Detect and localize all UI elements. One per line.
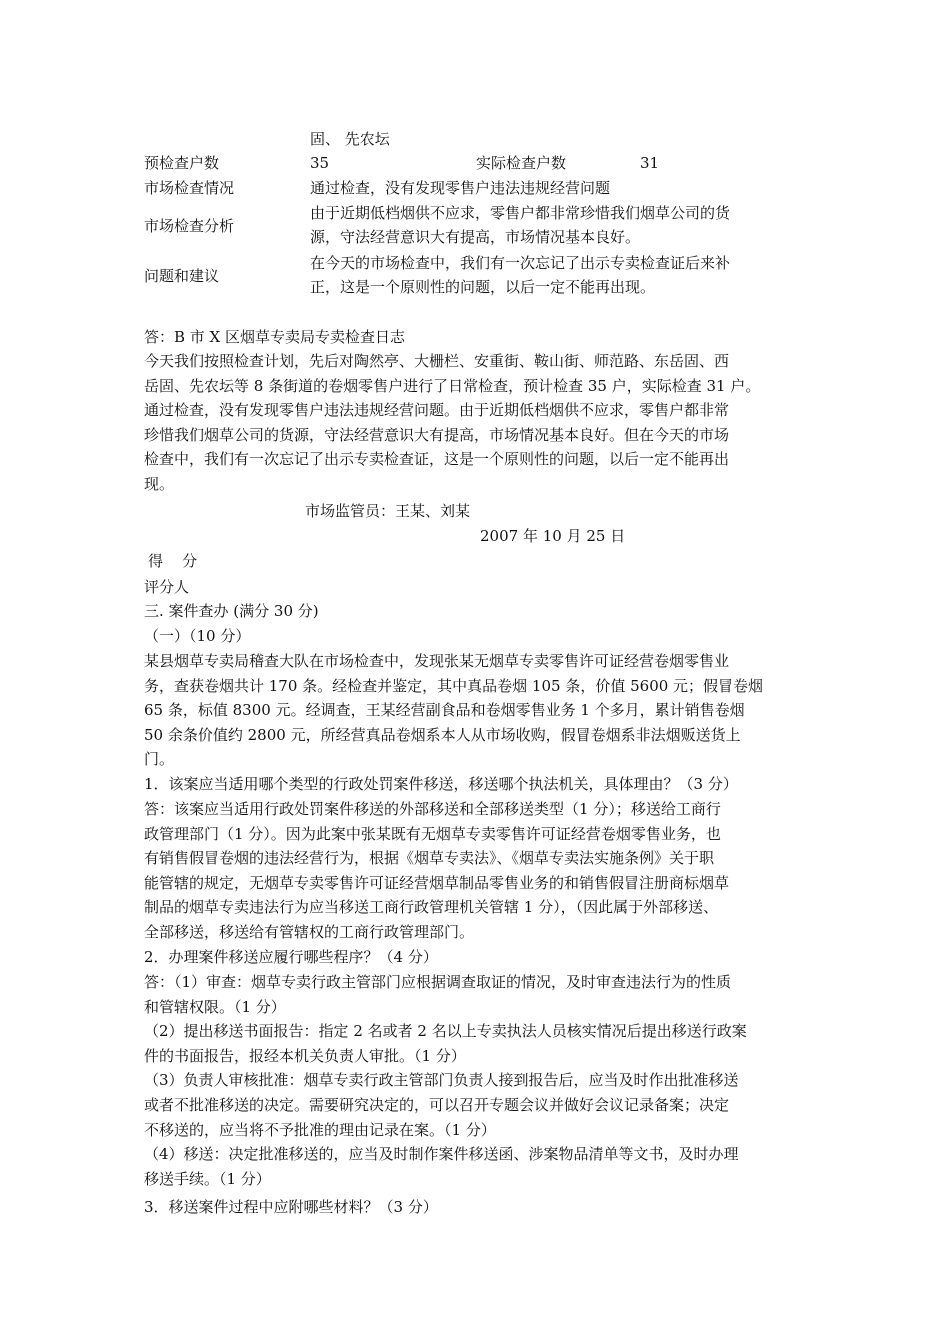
score-label: 得 分 <box>148 552 198 570</box>
case-line: 50 余条价值约 2800 元，所经营真品卷烟系本人从市场收购，假冒卷烟系非法烟贩送货上 <box>144 725 741 744</box>
grader-label: 评分人 <box>144 578 190 596</box>
answer-2-line: 移送手续。（1 分） <box>144 1169 271 1188</box>
answer-1 <box>144 797 814 945</box>
question-3: 3．移送案件过程中应附哪些材料？（3 分） <box>144 1198 438 1216</box>
case-line: 某县烟草专卖局稽查大队在市场检查中，发现张某无烟草专卖零售许可证经营卷烟零售业 <box>144 652 730 670</box>
actual-count-label: 实际检查户数 <box>476 154 567 172</box>
issues-label: 问题和建议 <box>144 267 220 285</box>
situation-label: 市场检查情况 <box>144 179 235 197</box>
actual-count-value: 31 <box>640 154 660 172</box>
answer-2-line: （4）移送：决定批准移送的，应当及时制作案件移送函、涉案物品清单等文书，及时办理 <box>144 1145 739 1164</box>
answer-1-line: 能管辖的规定，无烟草专卖零售许可证经营烟草制品零售业务的和销售假冒注册商标烟草 <box>144 873 730 892</box>
case-line: 65 条，标值 8300 元。经调查，王某经营副食品和卷烟零售业务 1 个多月，累计销售卷烟 <box>144 701 745 720</box>
issues-line-1: 在今天的市场检查中，我们有一次忘记了出示专卖检查证后来补 <box>310 254 731 272</box>
answer-line: 通过检查，没有发现零售户违法违规经营问题。由于近期低档烟供不应求，零售户都非常 <box>144 401 730 420</box>
answer-heading: 答：B 市 X 区烟草专卖局专卖检查日志 <box>144 328 406 346</box>
answer-2 <box>144 970 814 1191</box>
analysis-line-2: 源，守法经营意识大有提高，市场情况基本良好。 <box>310 228 641 246</box>
answer-2-line: 答：（1）审查：烟草专卖行政主管部门应根据调查取证的情况，及时审查违法行为的性质 <box>144 973 732 991</box>
analysis-line-1: 由于近期低档烟供不应求，零售户都非常珍惜我们烟草公司的货 <box>310 204 731 222</box>
answer-body <box>144 349 814 497</box>
log-date: 2007 年 10 月 25 日 <box>480 527 626 545</box>
section-title: 三. 案件查办 (满分 30 分) <box>144 602 319 620</box>
issues-line-2: 正，这是一个原则性的问题，以后一定不能再出现。 <box>310 278 656 296</box>
question-2: 2．办理案件移送应履行哪些程序？（4 分） <box>144 948 438 966</box>
planned-count-value: 35 <box>310 154 330 172</box>
answer-2-line: 或者不批准移送的决定。需要研究决定的，可以召开专题会议并做好会议记录备案；决定 <box>144 1095 730 1114</box>
analysis-label: 市场检查分析 <box>144 217 235 235</box>
answer-line: 岳固、先农坛等 8 条街道的卷烟零售户进行了日常检查，预计检查 35 户，实际检查 31 户。 <box>144 376 761 395</box>
answer-2-line: （3）负责人审核批准：烟草专卖行政主管部门负责人接到报告后，应当及时作出批准移送 <box>144 1071 739 1090</box>
answer-1-line: 制品的烟草专卖违法行为应当移送工商行政管理机关管辖 1 分），（因此属于外部移送、 <box>144 898 719 917</box>
answer-line: 珍惜我们烟草公司的货源，守法经营意识大有提高，市场情况基本良好。但在今天的市场 <box>144 425 730 444</box>
part-heading: （一）（10 分） <box>144 627 251 645</box>
answer-1-line: 有销售假冒卷烟的违法经营行为，根据《烟草专卖法》、《烟草专卖法实施条例》关于职 <box>144 849 715 868</box>
answer-line: 检查中，我们有一次忘记了出示专卖检查证，这是一个原则性的问题，以后一定不能再出 <box>144 450 730 469</box>
answer-1-line: 政管理部门（1 分）。因为此案中张某既有无烟草专卖零售许可证经营卷烟零售业务，也 <box>144 824 721 843</box>
question-1: 1．该案应当适用哪个类型的行政处罚案件移送，移送哪个执法机关，具体理由？（3 分） <box>144 775 738 793</box>
answer-line: 现。 <box>144 474 175 493</box>
case-line: 门。 <box>144 750 175 769</box>
answer-2-line: 不移送的，应当将不予批准的理由记录在案。（1 分） <box>144 1120 496 1139</box>
answer-line: 今天我们按照检查计划，先后对陶然亭、大栅栏、安重街、鞍山街、师范路、东岳固、西 <box>144 352 730 370</box>
answer-2-line: （2）提出移送书面报告：指定 2 名或者 2 名以上专卖执法人员核实情况后提出移送行政案 <box>144 1022 747 1041</box>
case-description <box>144 649 814 772</box>
answer-1-line: 答：该案应当适用行政处罚案件移送的外部移送和全部移送类型（1 分）；移送给工商行 <box>144 800 721 818</box>
table-partial-row: 固、 先农坛 <box>310 130 390 148</box>
planned-count-label: 预检查户数 <box>144 154 220 172</box>
signers: 市场监管员：王某、刘某 <box>305 502 471 520</box>
answer-2-line: 和管辖权限。（1 分） <box>144 997 286 1016</box>
answer-2-line: 件的书面报告，报经本机关负责人审批。（1 分） <box>144 1046 466 1065</box>
situation-value: 通过检查，没有发现零售户违法违规经营问题 <box>310 179 611 197</box>
case-line: 务，查获卷烟共计 170 条。经检查并鉴定，其中真品卷烟 105 条，价值 5600 元；假冒卷烟 <box>144 676 764 695</box>
answer-1-line: 全部移送，移送给有管辖权的工商行政管理部门。 <box>144 922 475 941</box>
